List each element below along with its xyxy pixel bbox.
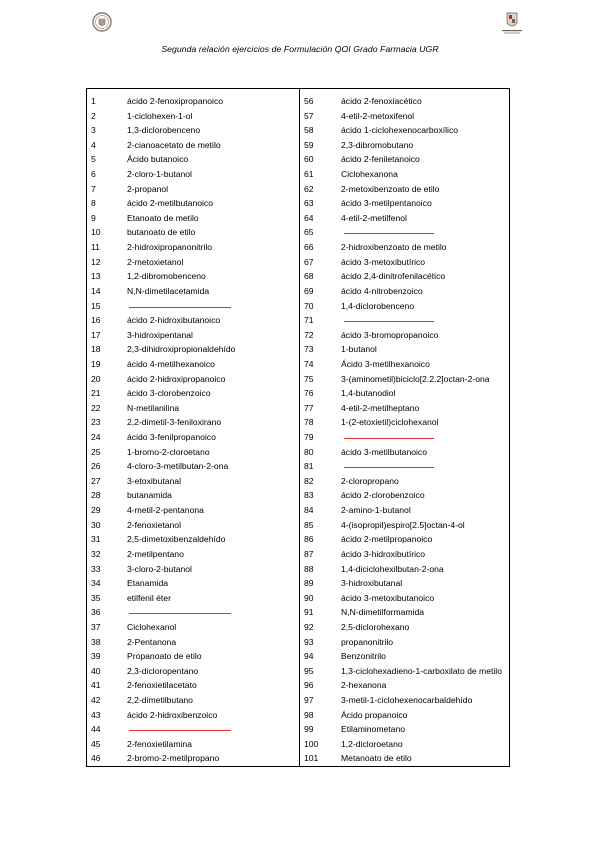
compound-name: 3-hidroxipentanal [127,329,193,340]
compound-name: ácido 2-hidroxipropanoico [127,373,226,384]
exercise-row [91,737,297,752]
exercise-number: 88 [304,563,314,574]
compound-name: 3-hidroxibutanal [341,578,403,589]
exercise-number: 90 [304,592,314,603]
compound-name: 1-bromo-2-cloroetano [127,446,210,457]
exercise-number: 94 [304,651,314,662]
exercise-number: 84 [304,505,314,516]
exercise-row [91,299,297,314]
compound-name: 3-cloro-2-butanol [127,563,192,574]
compound-name: 2-metilpentano [127,548,184,559]
compound-name: 2-bromo-2-metilpropano [127,753,220,764]
exercise-number: 59 [304,139,314,150]
exercise-row [91,313,297,328]
exercise-row [91,284,297,299]
compound-name: 2-cloro-1-butanol [127,169,192,180]
compound-name: 2-hidroxibenzoato de metilo [341,242,447,253]
compound-name: 1,2-dibromobenceno [127,271,206,282]
compound-name: ácido 3-bromopropanoico [341,329,439,340]
exercise-number: 68 [304,271,314,282]
compound-name: 2-Pentanona [127,636,177,647]
exercise-number: 10 [91,227,101,238]
compound-name: ácido 2-hidroxibenzoico [127,709,218,720]
exercise-row [304,109,509,124]
exercise-number: 72 [304,329,314,340]
exercise-row [304,386,509,401]
exercise-number: 87 [304,548,314,559]
exercise-row [91,240,297,255]
compound-name: Ácido propanoico [341,709,408,720]
compound-name: 2-hidroxipropanonitrilo [127,242,213,253]
compound-name: 1-(2-etoxietil)ciclohexanol [341,417,439,428]
exercise-row [304,576,509,591]
exercise-row [304,372,509,387]
exercise-row [304,664,509,679]
exercise-number: 80 [304,446,314,457]
exercise-number: 67 [304,256,314,267]
exercise-number: 18 [91,344,101,355]
compound-name: Ciclohexanona [341,169,398,180]
exercise-row [304,167,509,182]
compound-name: ácido 3-clorobenzoico [127,388,211,399]
compound-name: ácido 3-fenilpropanoico [127,432,216,443]
compound-name: ácido 4-nitrobenzoico [341,285,423,296]
compound-name: 1,2-dicloroetano [341,738,403,749]
compound-name: 2,3-dibromobutano [341,139,414,150]
compound-name: ácido 4-metilhexanoico [127,358,215,369]
exercise-row [91,94,297,109]
exercise-row [91,445,297,460]
exercise-number: 98 [304,709,314,720]
exercise-number: 35 [91,592,101,603]
exercise-row [91,386,297,401]
compound-name: 4-cloro-3-metilbutan-2-ona [127,461,229,472]
exercise-number: 2 [91,110,96,121]
exercise-number: 65 [304,227,314,238]
exercise-row [91,532,297,547]
exercise-number: 44 [91,724,101,735]
exercise-row [91,678,297,693]
exercise-row [91,167,297,182]
compound-name: 1,4-butanodiol [341,388,396,399]
exercise-number: 79 [304,432,314,443]
exercise-number: 97 [304,694,314,705]
exercise-number: 64 [304,212,314,223]
compound-name: 4-(isopropil)espiro[2.5]octan-4-ol [341,519,465,530]
compound-name: ácido 3-metoxibutanoico [341,592,435,603]
exercise-number: 8 [91,198,96,209]
exercise-row [304,328,509,343]
compound-name: butanoato de etilo [127,227,196,238]
compound-name: 2-hexanona [341,680,387,691]
exercise-number: 86 [304,534,314,545]
exercise-row [91,269,297,284]
exercise-number: 89 [304,578,314,589]
exercise-number: 66 [304,242,314,253]
exercise-number: 27 [91,475,101,486]
compound-name: 4-etil-2-metoxifenol [341,110,415,121]
exercise-row [91,474,297,489]
exercise-row [91,693,297,708]
compound-name: propanonitrilo [341,636,394,647]
compound-name: Etanamida [127,578,169,589]
exercise-number: 56 [304,96,314,106]
exercise-number: 85 [304,519,314,530]
exercise-row [304,182,509,197]
left-column [91,94,297,766]
compound-name: 1,4-diciclohexilbutan-2-ona [341,563,444,574]
exercise-row [91,664,297,679]
exercise-number: 58 [304,125,314,136]
blank-answer-line [344,438,434,439]
exercise-row [91,211,297,226]
exercise-number: 73 [304,344,314,355]
compound-name: 2-fenoxietilamina [127,738,192,749]
compound-name: ácido 2-metilpropanoico [341,534,433,545]
exercise-number: 13 [91,271,101,282]
blank-answer-line [344,233,434,234]
compound-name: ácido 2-feniletanoico [341,154,420,165]
compound-name: 3-etoxibutanal [127,475,181,486]
compound-name: 1-butanol [341,344,377,355]
exercise-number: 16 [91,315,101,326]
exercise-number: 11 [91,242,100,253]
exercise-number: 15 [91,300,101,311]
exercise-number: 9 [91,212,96,223]
exercise-number: 93 [304,636,314,647]
exercise-row [304,620,509,635]
exercise-number: 77 [304,402,314,413]
compound-name: butanamida [127,490,172,501]
exercise-number: 21 [91,388,101,399]
compound-name: 2-metoxibenzoato de etilo [341,183,440,194]
exercise-number: 4 [91,139,96,150]
exercise-row [91,751,297,766]
university-seal-icon [92,12,112,32]
exercise-number: 19 [91,358,101,369]
exercise-row [91,342,297,357]
exercise-row [304,649,509,664]
compound-name: Etanoato de metilo [127,212,199,223]
exercise-row [91,225,297,240]
exercise-row [91,635,297,650]
exercise-row [304,299,509,314]
exercise-number: 99 [304,724,314,735]
compound-name: ácido 3-hidroxibutírico [341,548,426,559]
compound-name: 2-amino-1-butanol [341,505,411,516]
exercise-row [304,225,509,240]
exercise-row [91,196,297,211]
exercise-number: 76 [304,388,314,399]
exercise-row [304,532,509,547]
compound-name: N,N-dimetilacetamida [127,285,210,296]
exercise-row [91,722,297,737]
exercise-number: 37 [91,621,101,632]
compound-name: N-metilanilina [127,402,180,413]
compound-name: 4-metil-2-pentanona [127,505,204,516]
compound-name: 1,3-ciclohexadieno-1-carboxilato de metilo [341,665,502,676]
exercise-row [304,562,509,577]
exercise-number: 71 [304,315,314,326]
compound-name: ácido 2-metilbutanoico [127,198,213,209]
exercise-number: 69 [304,285,314,296]
exercise-number: 96 [304,680,314,691]
exercise-number: 36 [91,607,101,618]
compound-name: 2-cloropropano [341,475,399,486]
exercise-number: 46 [91,753,101,764]
compound-name: 3-metil-1-ciclohexenocarbaldehído [341,694,473,705]
blank-answer-line [129,307,231,308]
exercise-row [304,591,509,606]
exercise-number: 25 [91,446,101,457]
exercise-row [91,708,297,723]
compound-name: etilfenil éter [127,592,171,603]
compound-name: 2,2-dimetil-3-feniloxirano [127,417,222,428]
exercise-number: 70 [304,300,314,311]
exercise-number: 74 [304,358,314,369]
exercise-number: 31 [91,534,101,545]
exercise-row [304,196,509,211]
exercise-row [91,255,297,270]
compound-name: 1-ciclohexen-1-ol [127,110,193,121]
compound-name: ácido 2-hidroxibutanoico [127,315,221,326]
compound-name: 1,3-diclorobenceno [127,125,201,136]
compound-name: 2-cianoacetato de metilo [127,139,221,150]
exercise-number: 92 [304,621,314,632]
exercise-number: 100 [304,738,319,749]
exercise-row [304,123,509,138]
exercise-number: 57 [304,110,314,121]
exercise-row [91,152,297,167]
compound-name: 2,5-diclorohexano [341,621,410,632]
exercise-row [91,138,297,153]
exercise-number: 81 [304,461,314,472]
exercise-row [91,372,297,387]
document-subtitle: Segunda relación ejercicios de Formulación QOI Grado Farmacia UGR [161,44,439,54]
exercise-row [91,562,297,577]
exercise-number: 12 [91,256,101,267]
exercise-row [91,357,297,372]
exercise-row [304,240,509,255]
compound-name: ácido 2,4-dinitrofenilacético [341,271,446,282]
compound-name: 2,3-dicloropentano [127,665,199,676]
exercise-row [304,737,509,752]
exercise-number: 14 [91,285,101,296]
right-column [304,94,509,766]
compound-name: 2-fenoxietanol [127,519,181,530]
exercise-row [91,430,297,445]
exercise-row [91,620,297,635]
exercise-number: 45 [91,738,101,749]
exercise-row [304,138,509,153]
exercise-number: 83 [304,490,314,501]
exercise-row [91,109,297,124]
exercise-number: 6 [91,169,96,180]
university-crest-icon [498,10,526,36]
compound-name: 1,4-diclorobenceno [341,300,415,311]
exercise-number: 32 [91,548,101,559]
exercise-row [304,269,509,284]
exercise-row [91,123,297,138]
exercise-number: 17 [91,329,101,340]
compound-name: ácido 1-ciclohexenocarboxílico [341,125,459,136]
compound-name: Ciclohexanol [127,621,177,632]
exercise-row [91,576,297,591]
compound-name: 4-etil-2-metilheptano [341,402,420,413]
exercise-row [304,518,509,533]
exercise-number: 75 [304,373,314,384]
exercise-number: 95 [304,665,314,676]
exercise-row [91,547,297,562]
compound-name: 2,3-dihidroxipropionaldehído [127,344,236,355]
blank-answer-line [344,467,434,468]
exercise-row [304,474,509,489]
compound-name: 2,2-dimetilbutano [127,694,193,705]
exercise-number: 63 [304,198,314,209]
column-divider [299,89,300,766]
exercise-row [91,328,297,343]
compound-name: ácido 3-metilpentanoico [341,198,432,209]
exercise-number: 101 [304,753,319,764]
exercise-row [304,605,509,620]
exercise-number: 62 [304,183,314,194]
exercise-row [304,503,509,518]
exercise-number: 40 [91,665,101,676]
exercise-row [304,459,509,474]
exercise-row [304,547,509,562]
exercise-row [304,635,509,650]
blank-answer-line [129,730,231,731]
compound-name: 4-etil-2-metilfenol [341,212,407,223]
compound-name: ácido 2-clorobenzoico [341,490,425,501]
exercise-number: 78 [304,417,314,428]
compound-name: Ácido 3-metilhexanoico [341,358,430,369]
exercise-row [91,415,297,430]
exercise-row [304,255,509,270]
exercise-row [304,708,509,723]
exercise-row [304,488,509,503]
exercise-number: 22 [91,402,101,413]
exercise-row [91,401,297,416]
exercise-number: 61 [304,169,314,180]
compound-name: Metanoato de etilo [341,753,412,764]
blank-answer-line [344,321,434,322]
compound-name: Ácido butanoico [127,154,189,165]
exercise-row [304,94,509,109]
exercise-number: 38 [91,636,101,647]
exercise-row [304,722,509,737]
exercise-row [304,693,509,708]
exercise-row [304,152,509,167]
exercise-number: 23 [91,417,101,428]
exercise-number: 5 [91,154,96,165]
exercise-number: 7 [91,183,96,194]
compound-name: 2-metoxietanol [127,256,184,267]
compound-name: 2-propanol [127,183,169,194]
exercise-number: 20 [91,373,101,384]
exercise-row [304,401,509,416]
exercise-row [91,649,297,664]
exercise-row [91,182,297,197]
exercise-number: 29 [91,505,101,516]
exercise-row [304,751,509,766]
exercise-number: 3 [91,125,96,136]
exercise-row [91,605,297,620]
exercise-row [304,342,509,357]
exercise-number: 60 [304,154,314,165]
exercise-row [304,445,509,460]
compound-name: 2-fenoxietilacetato [127,680,197,691]
exercise-number: 30 [91,519,101,530]
compound-name: 2,5-dimetoxibenzaldehído [127,534,226,545]
exercise-row [304,284,509,299]
exercise-row [304,313,509,328]
exercise-number: 26 [91,461,101,472]
compound-name: 3-(aminometil)biciclo[2.2.2]octan-2-ona [341,373,490,384]
exercise-number: 42 [91,694,101,705]
exercise-number: 41 [91,680,101,691]
compound-name: N,N-dimetilformamida [341,607,425,618]
exercise-number: 39 [91,651,101,662]
compound-name: ácido 3-metoxibutírico [341,256,426,267]
exercise-row [91,488,297,503]
exercise-row [91,518,297,533]
compound-name: ácido 2-fenoxiacético [341,96,422,106]
exercise-number: 82 [304,475,314,486]
exercise-number: 33 [91,563,101,574]
exercise-number: 34 [91,578,101,589]
exercise-row [304,430,509,445]
exercise-row [304,357,509,372]
exercise-number: 91 [304,607,314,618]
compound-name: Etilaminometano [341,724,406,735]
exercise-row [304,415,509,430]
compound-name: Propanoato de etilo [127,651,202,662]
exercise-number: 24 [91,432,101,443]
exercise-row [91,459,297,474]
exercise-row [91,503,297,518]
compound-name: ácido 2-fenoxipropanoico [127,96,224,106]
exercise-row [304,678,509,693]
exercise-table [86,88,510,767]
exercise-row [91,591,297,606]
blank-answer-line [129,613,231,614]
exercise-number: 1 [91,96,96,106]
compound-name: ácido 3-metilbutanoico [341,446,427,457]
exercise-row [304,211,509,226]
compound-name: Benzonitrilo [341,651,386,662]
exercise-number: 43 [91,709,101,720]
exercise-number: 28 [91,490,101,501]
